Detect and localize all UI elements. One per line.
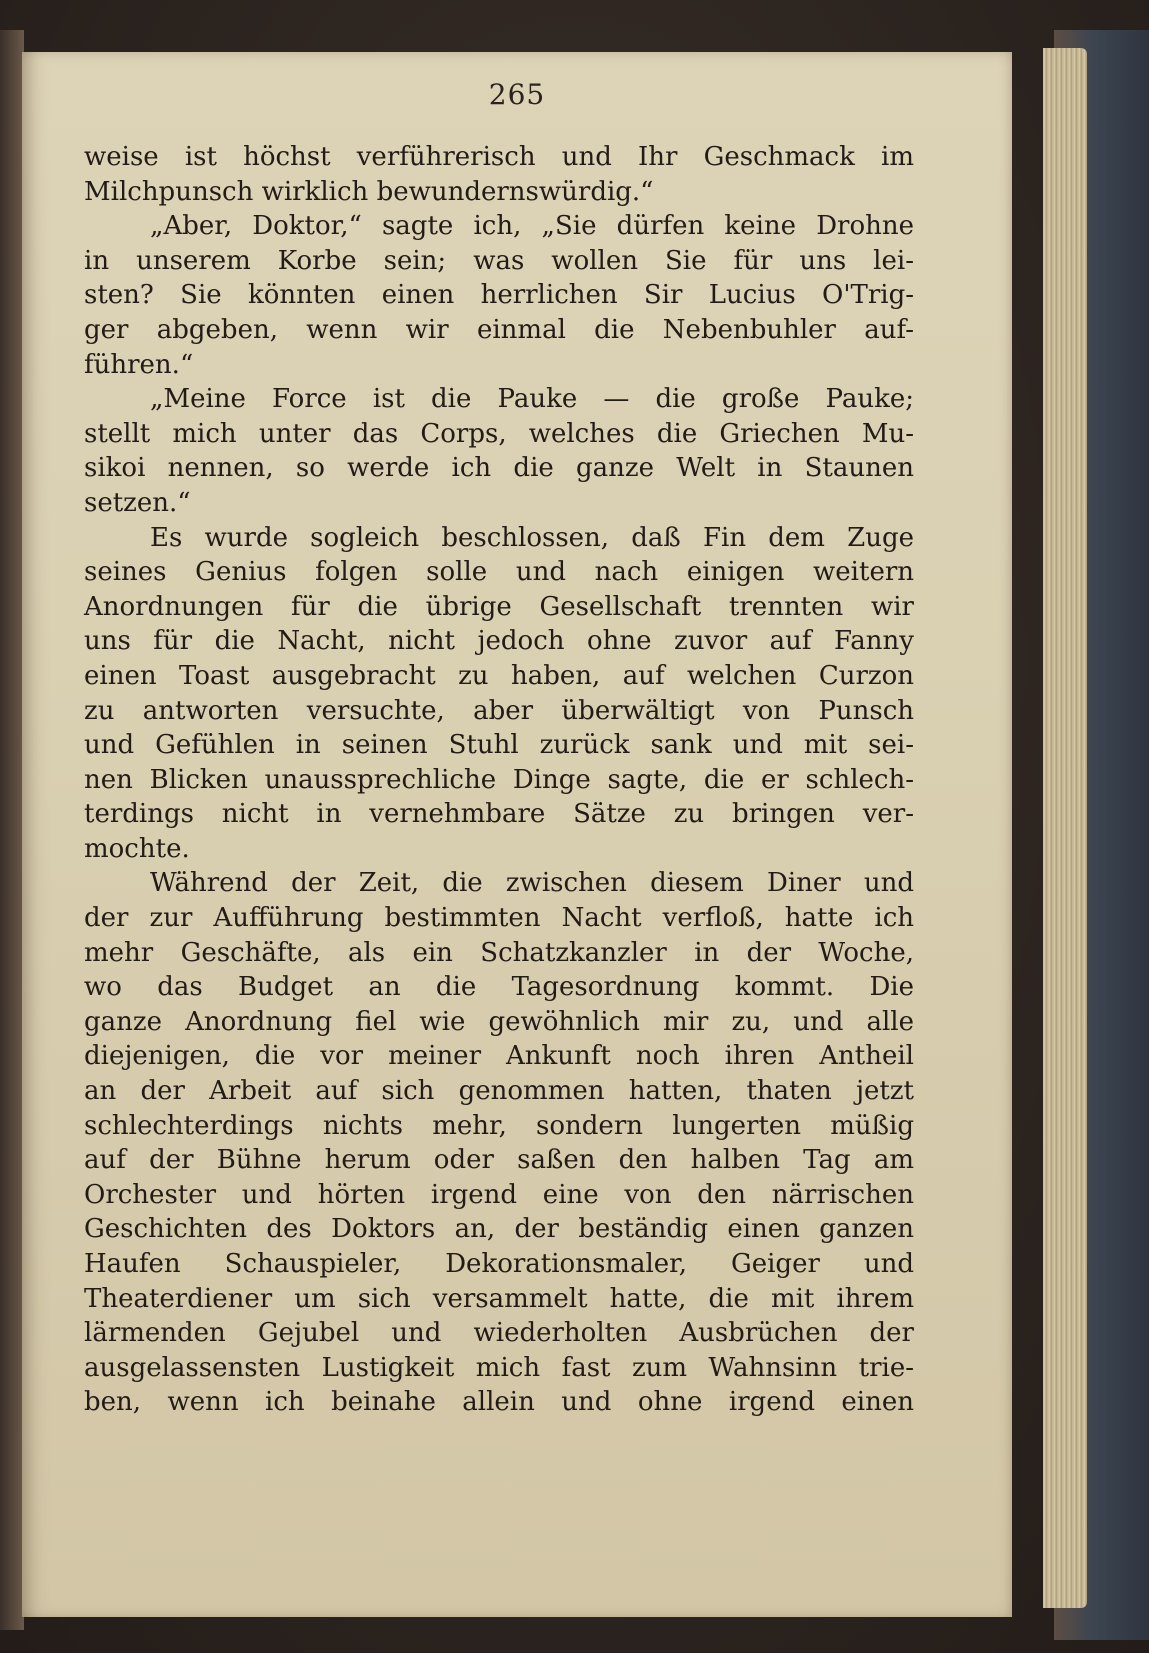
text-line: Haufen Schauspieler, Dekorationsmaler, Geiger und — [84, 1249, 914, 1279]
text-line: mochte. — [84, 833, 190, 864]
text-line: Während der Zeit, die zwischen diesem Diner und — [150, 868, 914, 899]
text-line: führen.“ — [84, 349, 194, 380]
text-line: Theaterdiener um sich versammelt hatte, die mit ihrem — [84, 1283, 914, 1314]
book-page — [22, 52, 1012, 1617]
text-line: in unserem Korbe sein; was wollen Sie für uns lei- — [84, 245, 914, 276]
text-line: ben, wenn ich beinahe allein und ohne irgend einen — [84, 1387, 914, 1418]
text-line: uns für die Nacht, nicht jedoch ohne zuvor auf Fanny — [84, 626, 914, 657]
text-line: setzen.“ — [84, 487, 191, 518]
text-line: zu antworten versuchte, aber überwältigt von Punsch — [84, 695, 914, 726]
text-line: einen Toast ausgebracht zu haben, auf welchen Curzon — [84, 660, 914, 691]
text-line: an der Arbeit auf sich genommen hatten, thaten jetzt — [84, 1076, 914, 1107]
text-line: nen Blicken unaussprechliche Dinge sagte, die er schlech- — [84, 764, 914, 795]
text-line: lärmenden Gejubel und wiederholten Ausbrüchen der — [84, 1318, 914, 1349]
text-line: auf der Bühne herum oder saßen den halben Tag am — [84, 1145, 914, 1176]
text-line: ger abgeben, wenn wir einmal die Nebenbuhler auf- — [84, 314, 914, 345]
page-number: 265 — [488, 78, 546, 111]
text-line: Milchpunsch wirklich bewundernswürdig.“ — [84, 176, 654, 207]
page-edges — [1043, 48, 1087, 1608]
text-line: der zur Aufführung bestimmten Nacht verfloß, hatte ich — [84, 903, 914, 934]
text-line: sikoi nennen, so werde ich die ganze Welt in Staunen — [84, 453, 914, 484]
body-text — [84, 140, 914, 1420]
text-line: ausgelassensten Lustigkeit mich fast zum Wahnsinn trie- — [84, 1352, 914, 1383]
text-line: schlechterdings nichts mehr, sondern lungerten müßig — [84, 1110, 914, 1141]
text-line: und Gefühlen in seinen Stuhl zurück sank und mit sei- — [84, 730, 914, 761]
text-line: weise ist höchst verführerisch und Ihr Geschmack im — [84, 142, 914, 172]
text-line: sten? Sie könnten einen herrlichen Sir Lucius O'Trig- — [84, 280, 914, 311]
text-line: Anordnungen für die übrige Gesellschaft trennten wir — [84, 591, 914, 622]
text-line: stellt mich unter das Corps, welches die Griechen Mu- — [84, 418, 914, 449]
text-line: ganze Anordnung fiel wie gewöhnlich mir zu, und alle — [84, 1006, 914, 1037]
text-line: diejenigen, die vor meiner Ankunft noch ihren Antheil — [84, 1041, 914, 1072]
text-line: Geschichten des Doktors an, der beständig einen ganzen — [84, 1214, 914, 1245]
text-line: „Aber, Doktor,“ sagte ich, „Sie dürfen keine Drohne — [150, 211, 914, 242]
text-line: wo das Budget an die Tagesordnung kommt. Die — [84, 972, 914, 1003]
text-line: Orchester und hörten irgend eine von den närrischen — [84, 1179, 914, 1210]
text-line: seines Genius folgen solle und nach einigen weitern — [84, 557, 914, 588]
book-cover-left — [0, 30, 24, 1630]
text-line: Es wurde sogleich beschlossen, daß Fin dem Zuge — [150, 522, 914, 553]
text-line: mehr Geschäfte, als ein Schatzkanzler in der Woche, — [84, 937, 914, 968]
text-line: terdings nicht in vernehmbare Sätze zu bringen ver- — [84, 799, 914, 830]
text-line: „Meine Force ist die Pauke — die große Pauke; — [150, 384, 914, 415]
